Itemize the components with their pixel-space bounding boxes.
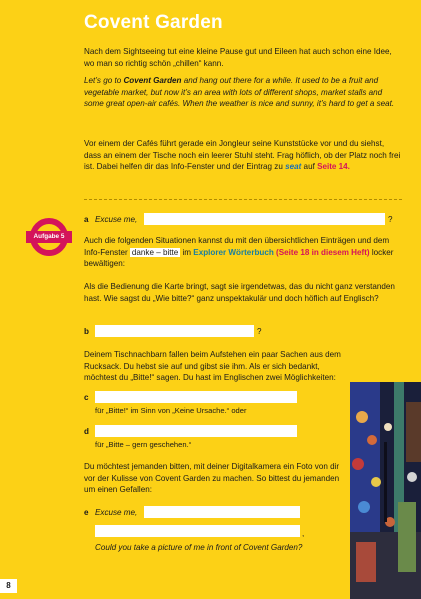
item-b-suffix: ? (257, 327, 262, 336)
dictionary-name: Explorer Wörterbuch (193, 247, 274, 257)
situations-part2: im (180, 247, 194, 257)
item-c-letter: c (84, 393, 89, 402)
answer-field-c[interactable] (95, 391, 297, 403)
item-e-question: Could you take a picture of me in front of Covent Garden? (95, 543, 303, 552)
page-number: 8 (0, 579, 17, 593)
covent-garden-photo (350, 382, 421, 599)
answer-field-a[interactable] (144, 213, 385, 225)
page-reference: Seite 14. (317, 162, 350, 172)
neighbor-paragraph: Deinem Tischnachbarn fallen beim Aufstehen ein paar Sachen aus dem Rucksack. Du hebst sie auf und gibst sie ihm. Als er sich bedankt, möchtest du „Bitte!“ sagen. Du hast im Englischen zwei Möglichkeiten: (84, 350, 341, 383)
answer-field-d[interactable] (95, 425, 297, 437)
item-e-prefix: Excuse me, (95, 508, 138, 517)
street-scene-illustration (350, 382, 421, 599)
situations-part3: locker bewältigen: (84, 247, 394, 269)
situations-paragraph (84, 235, 402, 270)
english-intro-paragraph (84, 75, 402, 110)
scene-part2: auf (301, 162, 318, 172)
card-paragraph: Als die Bedienung die Karte bringt, sagt sie irgendetwas, das du nicht ganz verstanden hast. Wie sagst du „Wie bitte?“ ganz unspektakulär und doch höflich auf Englisch? (84, 282, 395, 303)
item-b-letter: b (84, 327, 89, 336)
highlighted-entry: danke – bitte (131, 247, 179, 257)
camera-paragraph: Du möchtest jemanden bitten, mit deiner Digitalkamera ein Foto von dir vor der Kulisse von Covent Garden zu machen. So bittest du jemanden um einen Gefallen: (84, 462, 340, 495)
answer-field-e2[interactable] (95, 525, 300, 537)
situations-part1: Auch die folgenden Situationen kannst du mit den übersichtlichen Einträgen und dem Info-Fenster (84, 236, 390, 257)
dictionary-page-reference: (Seite 18 in diesem Heft) (273, 247, 370, 257)
item-e-comma: , (302, 529, 305, 538)
item-a-suffix: ? (388, 215, 393, 224)
badge-label: Aufgabe 5 (33, 233, 65, 240)
seat-keyword: seat (285, 162, 302, 172)
item-e-letter: e (84, 508, 89, 517)
item-a-letter: a (84, 215, 89, 224)
intro-paragraph: Nach dem Sightseeing tut eine kleine Pause gut und Eileen hat auch schon eine Idee, wo man so richtig schön „chillen“ kann. (84, 47, 392, 68)
english-intro-part2: and hang out there for a while. It used to be a fruit and vegetable market, but now it’s an area with lots of different shops, market stalls and some great open-air cafés. When the weather is nice and sunny, it’s hard to get a seat. (84, 76, 395, 109)
item-c-note: für „Bitte!“ im Sinn von „Keine Ursache.“ oder (95, 406, 247, 415)
item-d-letter: d (84, 427, 89, 436)
scene-paragraph (84, 138, 402, 173)
english-intro-part1: Let’s go to (84, 76, 124, 85)
page-title: Covent Garden (84, 12, 223, 33)
english-intro-bold: Covent Garden (123, 76, 182, 85)
item-d-note: für „Bitte – gern geschehen.“ (95, 440, 192, 449)
answer-field-b[interactable] (95, 325, 254, 337)
section-divider (84, 199, 402, 200)
scene-part1: Vor einem der Cafés führt gerade ein Jongleur seine Kunststücke vor und du siehst, dass an einem der Tische noch ein leerer Stuhl steht. Frag höflich, ob der Platz noch frei ist. Dabei helfen dir das Info-Fenster und der Eintrag zu (84, 139, 401, 172)
answer-field-e1[interactable] (144, 506, 300, 518)
task-badge (26, 214, 72, 260)
item-a-prefix: Excuse me, (95, 215, 138, 224)
